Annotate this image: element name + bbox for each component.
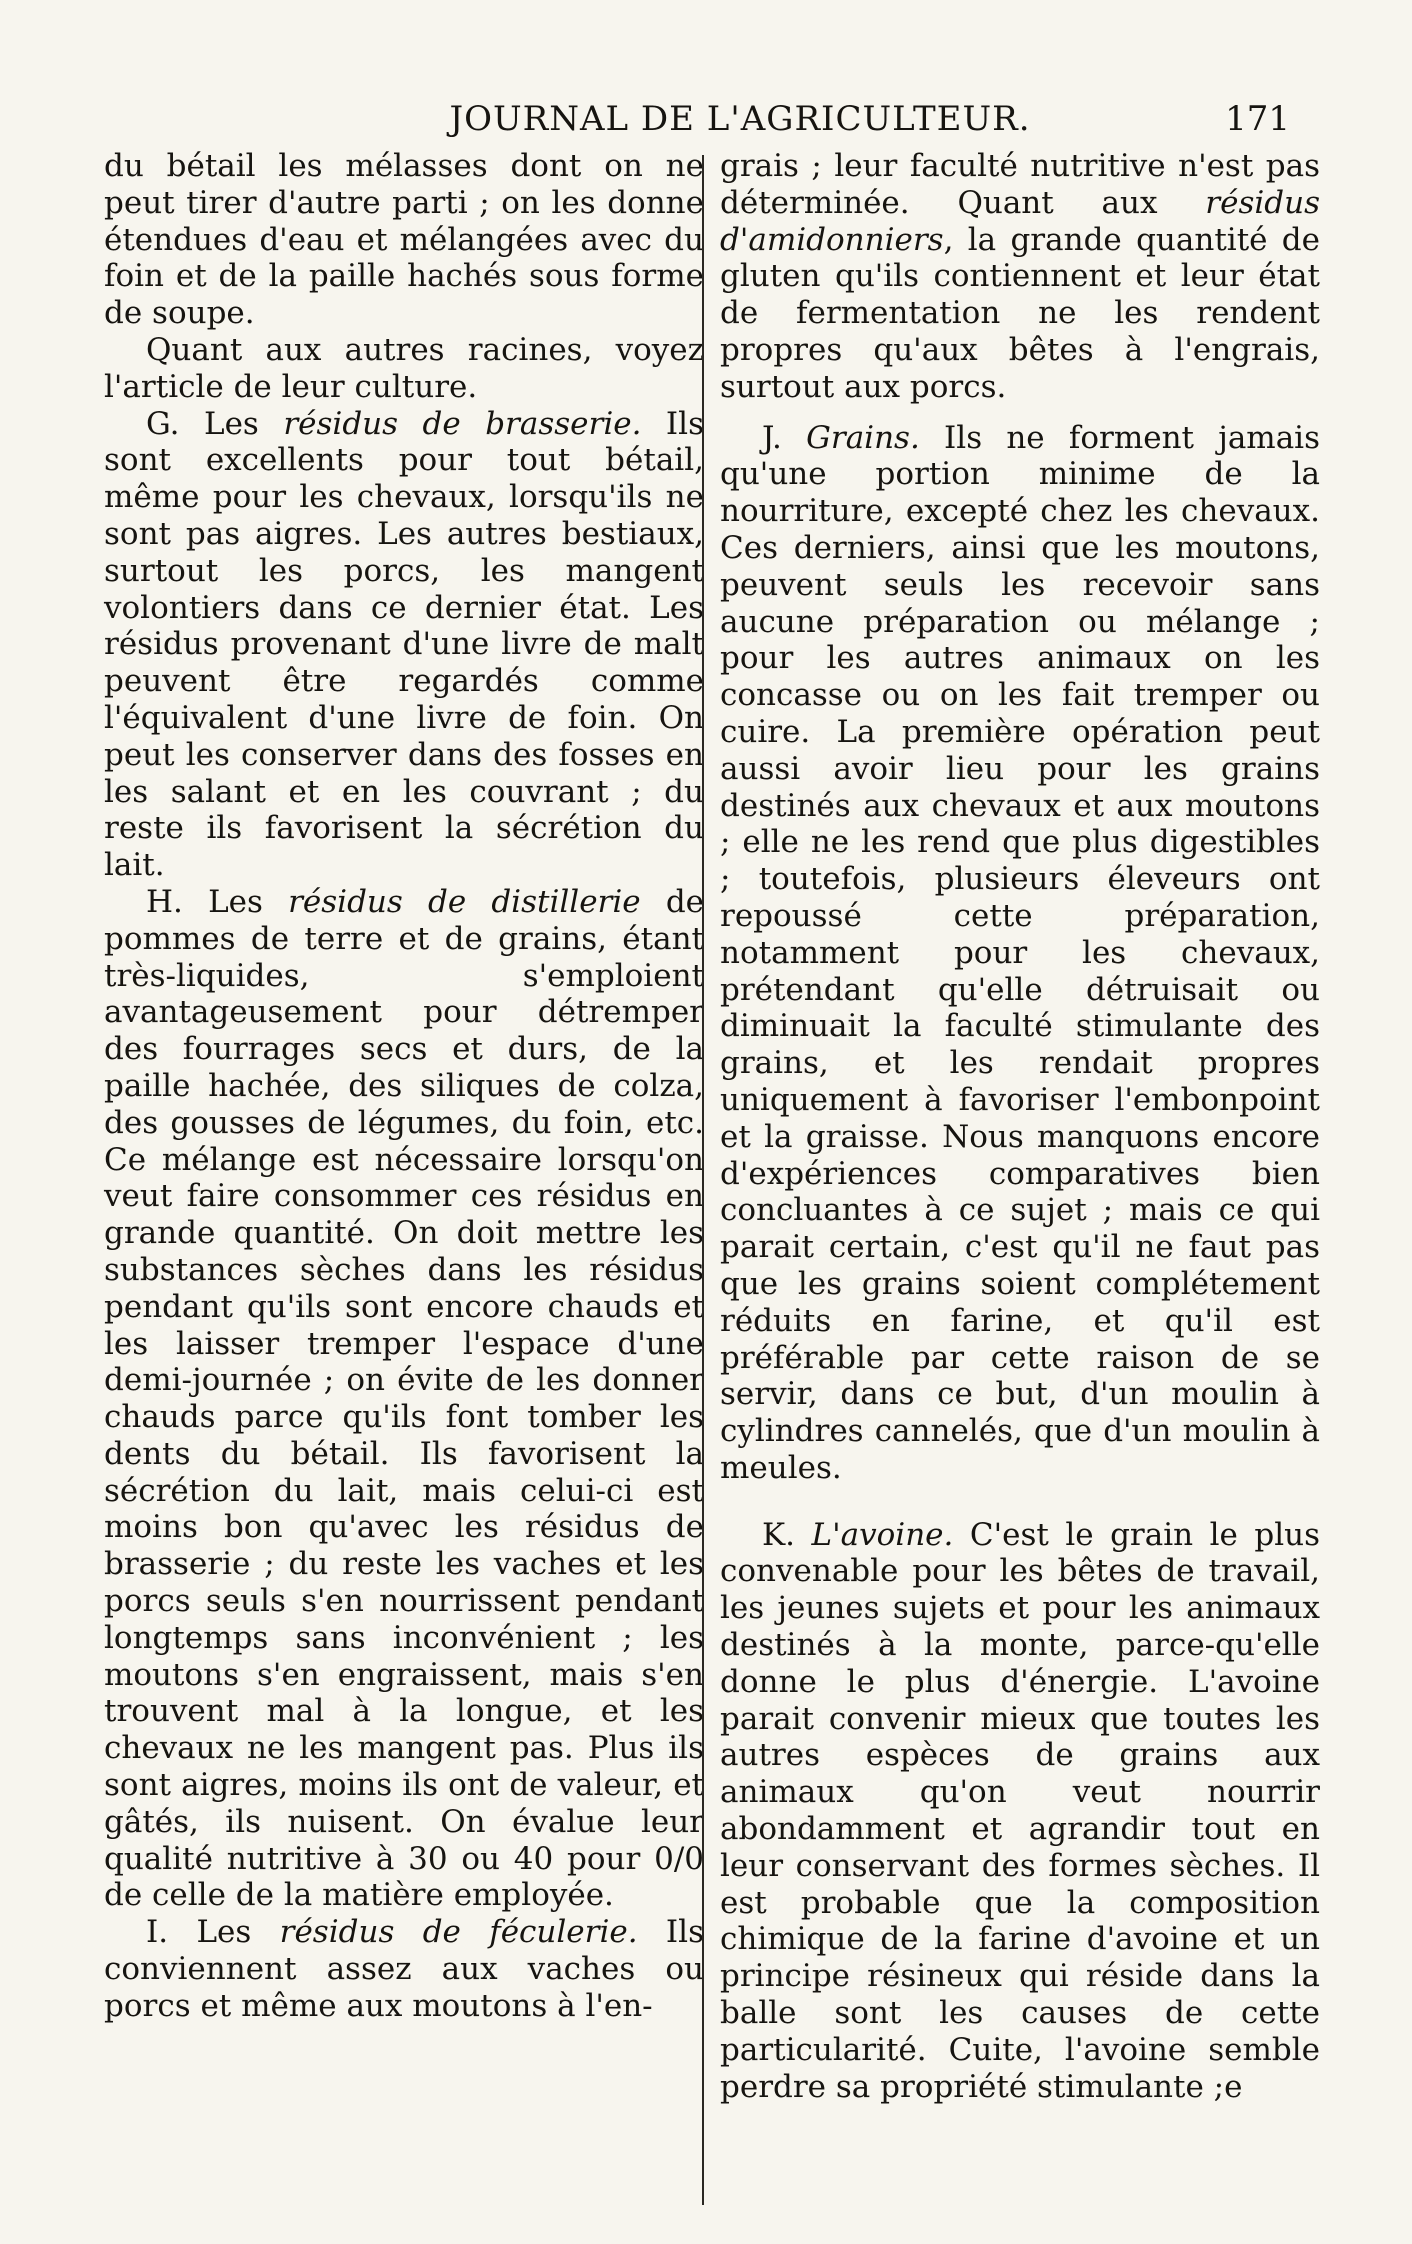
paragraph-brasserie — [104, 406, 704, 884]
running-title: JOURNAL DE L'AGRICULTEUR. — [449, 99, 1031, 139]
section-term: L'avoine. — [811, 1516, 954, 1553]
section-letter: H. Les — [146, 883, 289, 920]
paragraph-racines: Quant aux autres racines, voyez l'article de leur culture. — [104, 331, 704, 405]
continued-text: grais ; leur faculté nutritive n'est pas déterminée. Quant aux — [720, 148, 1320, 221]
left-column — [104, 148, 704, 2208]
section-text: de pommes de terre et de grains, étant très-liquides, s'emploient avantageusement pour détremper des fourrages secs et durs, de la paille hachée, des siliques de colza, des gousses de légumes, du foin, etc. Ce mélange est nécessaire lorsqu'on veut faire consommer ces résidus en grande quantité. On doit mettre les substances sèches dans les résidus pendant qu'ils sont encore chauds et les laisser tremper l'espace d'une demi-journée ; on évite de les donner chauds parce qu'ils font tomber les dents du bétail. Ils favorisent la sécrétion du lait, mais celui-ci est moins bon qu'avec les résidus de brasserie ; du reste les vaches et les porcs seuls s'en nourrissent pendant longtemps sans inconvénient ; les moutons s'en engraissent, mais s'en trouvent mal à la longue, et les chevaux ne les mangent pas. Plus ils sont aigres, moins ils ont de valeur, et gâtés, ils nuisent. On évalue leur qualité nutritive à 30 ou 40 pour 0/0 de celle de la matière employée. — [104, 883, 705, 1914]
paragraph-grains — [720, 420, 1320, 1487]
section-term: résidus de brasserie. — [283, 405, 642, 442]
section-text: Ils conviennent assez aux vaches ou porcs et même aux moutons à l'en- — [104, 1914, 704, 2024]
paragraph-avoine — [720, 1517, 1320, 2106]
section-term: résidus de féculerie. — [279, 1914, 638, 1951]
continued-text: , la grande quantité de gluten qu'ils contiennent et leur état de fermentation ne les rendent propres qu'aux bêtes à l'engrais, surtout aux porcs. — [720, 221, 1320, 405]
column-divider — [702, 155, 704, 2205]
paragraph-melasses: du bétail les mélasses dont on ne peut tirer d'autre parti ; on les donne étendues d'eau et mélangées avec du foin et de la paille hachés sous forme de soupe. — [104, 148, 704, 332]
paragraph-distillerie — [104, 884, 704, 1914]
section-term: Grains. — [806, 419, 920, 456]
section-text: Ils sont excellents pour tout bétail, même pour les chevaux, lorsqu'ils ne sont pas aigres. Les autres bestiaux, surtout les porcs, les mangent volontiers dans ce dernier état. Les résidus provenant d'une livre de malt peuvent être regardés comme l'équivalent d'une livre de foin. On peut les conserver dans des fosses en les salant et en les couvrant ; du reste ils favorisent la sécrétion du lait. — [104, 405, 704, 884]
section-letter: G. Les — [146, 405, 284, 442]
page-number: 171 — [1225, 99, 1290, 139]
section-letter: I. Les — [146, 1914, 280, 1951]
section-term: résidus de distillerie — [288, 883, 641, 920]
section-letter: K. — [762, 1516, 812, 1553]
section-term: résidus d'amidonniers — [720, 184, 1320, 258]
paragraph-feculerie — [104, 1914, 704, 2024]
page-header — [0, 94, 1412, 144]
right-column — [720, 148, 1320, 2208]
section-text: Ils ne forment jamais qu'une portion minime de la nourriture, excepté chez les chevaux. Ces derniers, ainsi que les moutons, peuvent seuls les recevoir sans aucune préparation ou mélange ; pour les autres animaux on les concasse ou on les fait tremper ou cuire. La première opération peut aussi avoir lieu pour les grains destinés aux chevaux et aux moutons ; elle ne les rend que plus digestibles ; toutefois, plusieurs éleveurs ont repoussé cette préparation, notamment pour les chevaux, prétendant qu'elle détruisait ou diminuait la faculté stimulante des grains, et les rendait propres uniquement à favoriser l'embonpoint et la graisse. Nous manquons encore d'expériences comparatives bien concluantes à ce sujet ; mais ce qui parait certain, c'est qu'il ne faut pas que les grains soient complétement réduits en farine, et qu'il est préférable par cette raison de se servir, dans ce but, d'un moulin à cylindres cannelés, que d'un moulin à meules. — [720, 419, 1321, 1486]
section-letter: J. — [762, 419, 807, 456]
section-text: C'est le grain le plus convenable pour les bêtes de travail, les jeunes sujets et pour les animaux destinés à la monte, parce-qu'elle donne le plus d'énergie. L'avoine parait convenir mieux que toutes les autres espèces de grains aux animaux qu'on veut nourrir abondamment et agrandir tout en leur conservant des formes sèches. Il est probable que la composition chimique de la farine d'avoine et un principe résineux qui réside dans la balle sont les causes de cette particularité. Cuite, l'avoine semble perdre sa propriété stimulante ;e — [720, 1516, 1320, 2105]
paragraph-amidonniers — [720, 148, 1320, 406]
